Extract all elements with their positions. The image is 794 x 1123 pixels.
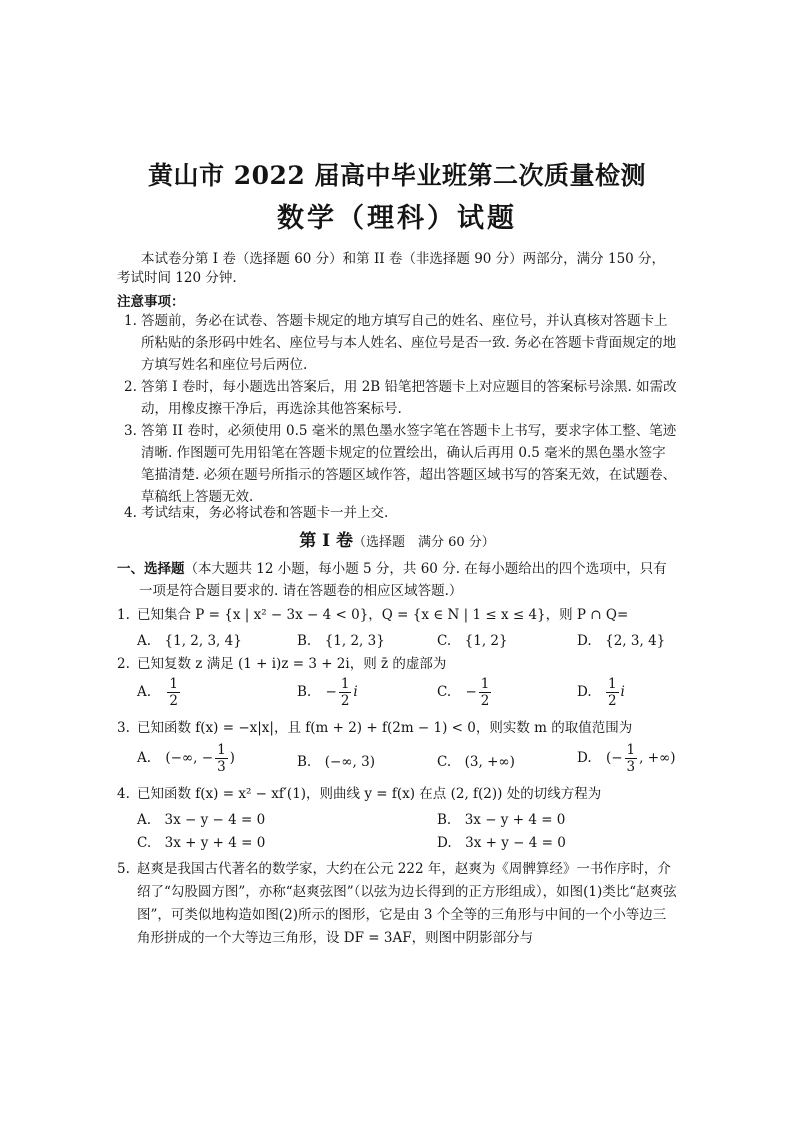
notice-text: 答题前，务必在试卷、答题卡规定的地方填写自己的姓名、座位号，并认真核对答题卡上所粘贴的条形码中姓名、座位号与本人姓名、座位号是否一致. 务必在答题卡背面规定的地方填写姓名和座位号后两位.	[141, 313, 677, 373]
section-note: （选择题 满分 60 分）	[352, 535, 495, 550]
option-prefix: (−	[605, 750, 623, 766]
option-d: D. 3x + y − 4 = 0	[437, 835, 566, 851]
option-label: C.	[437, 684, 452, 700]
option-d	[577, 676, 625, 709]
option-a: A. 3x − y − 4 = 0	[137, 812, 266, 828]
option-b	[297, 676, 358, 709]
option-c: C. {1, 2}	[437, 633, 508, 649]
option-d: D. {2, 3, 4}	[577, 633, 666, 649]
section-title: 第 I 卷	[299, 531, 353, 551]
option-c: C. (3, +∞)	[437, 754, 515, 770]
notice-number: 3.	[124, 423, 137, 439]
option-c: C. 3x + y + 4 = 0	[137, 835, 266, 851]
question-stem: 已知复数 z 满足 (1 + i)z = 3 + 2i，则 z̄ 的虚部为	[137, 656, 447, 672]
option-label: A.	[137, 684, 152, 700]
option-d	[577, 742, 676, 775]
question-4	[117, 784, 677, 804]
notice-item	[117, 310, 677, 376]
notice-number: 2.	[124, 379, 137, 395]
option-a	[137, 742, 235, 775]
fraction-denominator: 2	[340, 693, 350, 709]
question-number: 3.	[117, 720, 130, 736]
question-number: 2.	[117, 656, 130, 672]
intro-line: 本试卷分第 I 卷（选择题 60 分）和第 II 卷（非选择题 90 分）两部分，满分 150 分，	[141, 251, 666, 267]
part-text: （本大题共 12 小题，每小题 5 分，共 60 分. 在每小题给出的四个选项中，只有一项是符合题目要求的. 请在答题卷的相应区域答题.）	[139, 561, 667, 599]
fraction-numerator: 1	[217, 742, 226, 758]
notice-text: 答第 II 卷时，必须使用 0.5 毫米的黑色墨水签字笔在答题卡上书写，要求字体工整、笔迹清晰. 作图题可先用铅笔在答题卡规定的位置绘出，确认后再用 0.5 毫米的黑色墨水签字笔描清楚. 必须在题号所指示的答题区域作答，超出答题区域书写的答案无效，在试题卷、草稿纸上答题无效.	[141, 423, 677, 505]
exam-subtitle: 数学（理科）试题	[277, 203, 517, 234]
question-stem: 赵爽是我国古代著名的数学家，大约在公元 222 年，赵爽为《周髀算经》一书作序时，介绍了“勾股圆方图”，亦称“赵爽弦图”（以弦为边长得到的正方形组成），如图(1)类比“赵爽弦图”，可类似地构造如图(2)所示的图形，它是由 3 个全等的三角形与中间的一个小等边三角形拼成的一个大等边三角形，设 DF = 3AF，则图中阴影部分与	[137, 861, 677, 946]
fraction-denominator: 2	[480, 693, 490, 709]
fraction-denominator: 2	[607, 693, 617, 709]
option-a: A. {1, 2, 3, 4}	[137, 633, 242, 649]
notice-item	[117, 502, 677, 524]
option-b: B. (−∞, 3)	[297, 754, 375, 770]
question-2	[117, 654, 677, 674]
fraction-denominator: 2	[169, 693, 178, 709]
option-suffix: )	[229, 750, 235, 766]
option-b: B. 3x − y + 4 = 0	[437, 812, 566, 828]
question-stem: 已知函数 f(x) = x² − xf′(1)，则曲线 y = f(x) 在点 (2, f(2)) 处的切线方程为	[137, 786, 602, 802]
option-sign: −	[325, 684, 337, 700]
fraction-numerator: 1	[626, 742, 636, 758]
part-label: 一、选择题	[117, 561, 185, 577]
question-number: 1.	[117, 607, 130, 623]
option-label: D.	[577, 750, 592, 766]
question-3	[117, 718, 677, 738]
part-instructions	[117, 558, 677, 602]
option-label: D.	[577, 684, 592, 700]
fraction-numerator: 1	[340, 676, 350, 692]
option-prefix: (−∞, −	[165, 750, 214, 766]
fraction-denominator: 3	[626, 759, 636, 775]
option-b: B. {1, 2, 3}	[297, 633, 385, 649]
question-stem: 已知集合 P = {x | x² − 3x − 4 < 0}，Q = {x ∈ N | 1 ≤ x ≤ 4}，则 P ∩ Q=	[137, 607, 629, 623]
option-suffix: i	[353, 684, 358, 700]
question-stem: 已知函数 f(x) = −x|x|，且 f(m + 2) + f(2m − 1) < 0，则实数 m 的取值范围为	[137, 720, 633, 736]
notice-number: 4.	[124, 505, 137, 521]
notice-number: 1.	[124, 313, 137, 329]
option-sign: −	[465, 684, 477, 700]
exam-title: 黄山市 2022 届高中毕业班第二次质量检测	[148, 161, 646, 190]
fraction-numerator: 1	[607, 676, 617, 692]
option-a	[137, 676, 182, 709]
fraction-numerator: 1	[169, 676, 178, 692]
question-number: 5.	[117, 861, 130, 877]
option-label: A.	[137, 750, 152, 766]
notice-item	[117, 420, 677, 508]
option-c	[437, 676, 493, 709]
notice-text: 答第 I 卷时，每小题选出答案后，用 2B 铅笔把答题卡上对应题目的答案标号涂黑. 如需改动，用橡皮擦干净后，再选涂其他答案标号.	[141, 379, 677, 417]
section-heading	[0, 526, 794, 551]
fraction-numerator: 1	[480, 676, 490, 692]
notice-item	[117, 376, 677, 420]
intro-text	[117, 250, 677, 288]
option-label: B.	[297, 684, 312, 700]
question-1	[117, 605, 677, 625]
question-5	[117, 858, 677, 950]
intro-line: 考试时间 120 分钟.	[117, 270, 237, 286]
notice-text: 考试结束，务必将试卷和答题卡一并上交.	[141, 505, 389, 521]
fraction-denominator: 3	[217, 759, 226, 775]
question-number: 4.	[117, 786, 130, 802]
option-suffix: , +∞)	[639, 750, 676, 766]
notice-heading: 注意事项：	[117, 294, 185, 310]
option-suffix: i	[620, 684, 625, 700]
